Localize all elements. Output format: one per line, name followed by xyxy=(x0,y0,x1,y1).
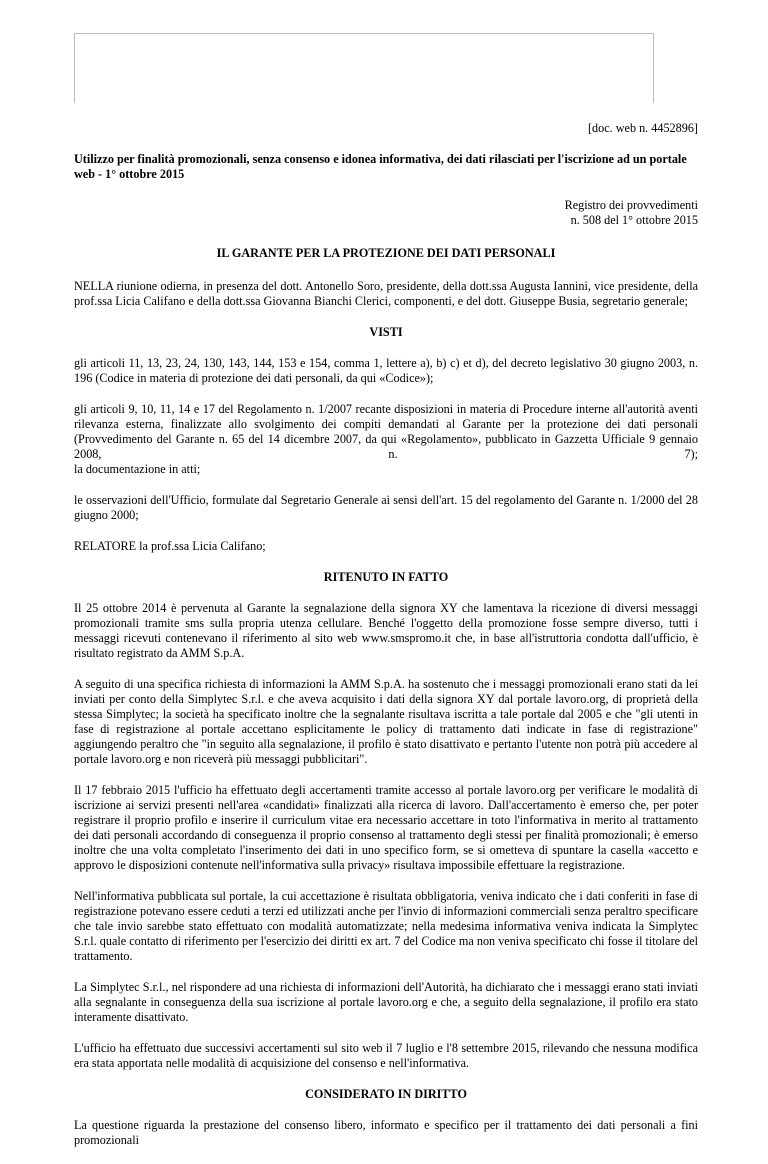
registro-line-1: Registro dei provvedimenti xyxy=(564,198,698,212)
heading-garante: IL GARANTE PER LA PROTEZIONE DEI DATI PERSONALI xyxy=(216,246,556,260)
fatto-paragraph-3: Il 17 febbraio 2015 l'ufficio ha effettuato degli accertamenti tramite accesso al portale lavoro.org per verificare le modalità di iscrizione ai servizi presenti nell'area «candidati» finalizzati alla ricerca di lavoro. Dall'accertamento è emerso che, per poter registrare il proprio profilo e inserire il curriculum vitae era necessario accettare in toto l'informativa in merito al trattamento dei dati personali accordando di conseguenza il proprio consenso al trattamento degli stessi per finalità promozionali; è emerso inoltre che una volta completato l'inserimento dei dati in uno specifico form, se si ometteva di spuntare la casella «accetto e approvo le disposizioni contenute nell'informativa sulla privacy» risultava impossibile effettuare la registrazione. xyxy=(74,783,698,872)
visti-paragraph-1: gli articoli 11, 13, 23, 24, 130, 143, 144, 153 e 154, comma 1, lettere a), b) c) et d), del decreto legislativo 30 giugno 2003, n. 196 (Codice in materia di protezione dei dati personali, da qui «Codice»); xyxy=(74,356,698,385)
document-body xyxy=(74,121,698,1164)
visti-paragraph-2-docs: la documentazione in atti; xyxy=(74,462,201,476)
visti-paragraph-3: le osservazioni dell'Ufficio, formulate dal Segretario Generale ai sensi dell'art. 15 del regolamento del Garante n. 1/2000 del 28 giugno 2000; xyxy=(74,493,698,522)
registro-block xyxy=(74,198,698,228)
fatto-paragraph-2: A seguito di una specifica richiesta di informazioni la AMM S.p.A. ha sostenuto che i messaggi promozionali erano stati da lei inviati per conto della Simplytec S.r.l. e che aveva acquisito i dati della signora XY dal portale lavoro.org, di proprietà della stessa Simplytec; la società ha specificato inoltre che la segnalante risultava iscritta a tale portale dal 2005 e che "gli utenti in fase di registrazione al portale accettano esplicitamente le policy di trattamento dati indicate in fase di registrazione" aggiungendo peraltro che "in seguito alla segnalazione, il profilo è stato disattivato e pertanto l'utente non potrà più accedere al portale lavoro.org e non riceverà più messaggi pubblicitari". xyxy=(74,677,698,766)
header-frame xyxy=(74,33,654,103)
diritto-paragraph-1: La questione riguarda la prestazione del consenso libero, informato e specifico per il trattamento dei dati personali a fini promozionali xyxy=(74,1118,698,1147)
heading-fatto: RITENUTO IN FATTO xyxy=(323,570,449,584)
heading-diritto: CONSIDERATO IN DIRITTO xyxy=(305,1087,467,1101)
document-title: Utilizzo per finalità promozionali, senza consenso e idonea informativa, dei dati rilasciati per l'iscrizione ad un portale web - 1° ottobre 2015 xyxy=(74,152,687,181)
heading-visti: VISTI xyxy=(369,325,403,339)
visti-paragraph-2 xyxy=(74,402,698,477)
fatto-paragraph-6: L'ufficio ha effettuato due successivi accertamenti sul sito web il 7 luglio e l'8 settembre 2015, rilevando che nessuna modifica era stata apportata nelle modalità di acquisizione del consenso e nell'informativa. xyxy=(74,1041,698,1070)
registro-line-2: n. 508 del 1° ottobre 2015 xyxy=(570,213,698,227)
relatore-paragraph: RELATORE la prof.ssa Licia Califano; xyxy=(74,539,266,553)
fatto-paragraph-1: Il 25 ottobre 2014 è pervenuta al Garante la segnalazione della signora XY che lamentava la ricezione di diversi messaggi promozionali tramite sms sulla propria utenza cellulare. Benché l'oggetto della promozione fosse sempre diverso, tutti i messaggi ricevuti contenevano il riferimento al sito web www.smspromo.it che, in base all'istruttoria condotta dall'ufficio, è risultato registrato da AMM S.p.A. xyxy=(74,601,698,660)
doc-reference: [doc. web n. 4452896] xyxy=(587,121,698,135)
fatto-paragraph-4: Nell'informativa pubblicata sul portale, la cui accettazione è risultata obbligatoria, veniva indicato che i dati conferiti in fase di registrazione potevano essere ceduti a terzi ed utilizzati anche per l'invio di informazioni commerciali senza peraltro specificare che tale invio sarebbe stato effettuato con modalità automatizzate; nella medesima informativa veniva indicata la Simplytec S.r.l. quale contatto di riferimento per l'esercizio dei diritti ex art. 7 del Codice ma non veniva specificato chi fosse il titolare del trattamento. xyxy=(74,889,698,963)
visti-paragraph-2-text: gli articoli 9, 10, 11, 14 e 17 del Regolamento n. 1/2007 recante disposizioni in materia di Procedure interne all'autorità aventi rilevanza esterna, finalizzate allo svolgimento dei compiti demandati al Garante per la protezione dei dati personali (Provvedimento del Garante n. 65 del 14 dicembre 2007, da qui «Regolamento», pubblicato in Gazzetta Ufficiale 9 gennaio 2008, n. 7); xyxy=(74,402,698,461)
intro-paragraph: NELLA riunione odierna, in presenza del dott. Antonello Soro, presidente, della dott.ssa Augusta Iannini, vice presidente, della prof.ssa Licia Califano e della dott.ssa Giovanna Bianchi Clerici, componenti, e del dott. Giuseppe Busia, segretario generale; xyxy=(74,279,698,308)
fatto-paragraph-5: La Simplytec S.r.l., nel rispondere ad una richiesta di informazioni dell'Autorità, ha dichiarato che i messaggi erano stati inviati alla segnalante in conseguenza della sua iscrizione al portale lavoro.org e che, a seguito della segnalazione, il profilo era stato interamente disattivato. xyxy=(74,980,698,1024)
